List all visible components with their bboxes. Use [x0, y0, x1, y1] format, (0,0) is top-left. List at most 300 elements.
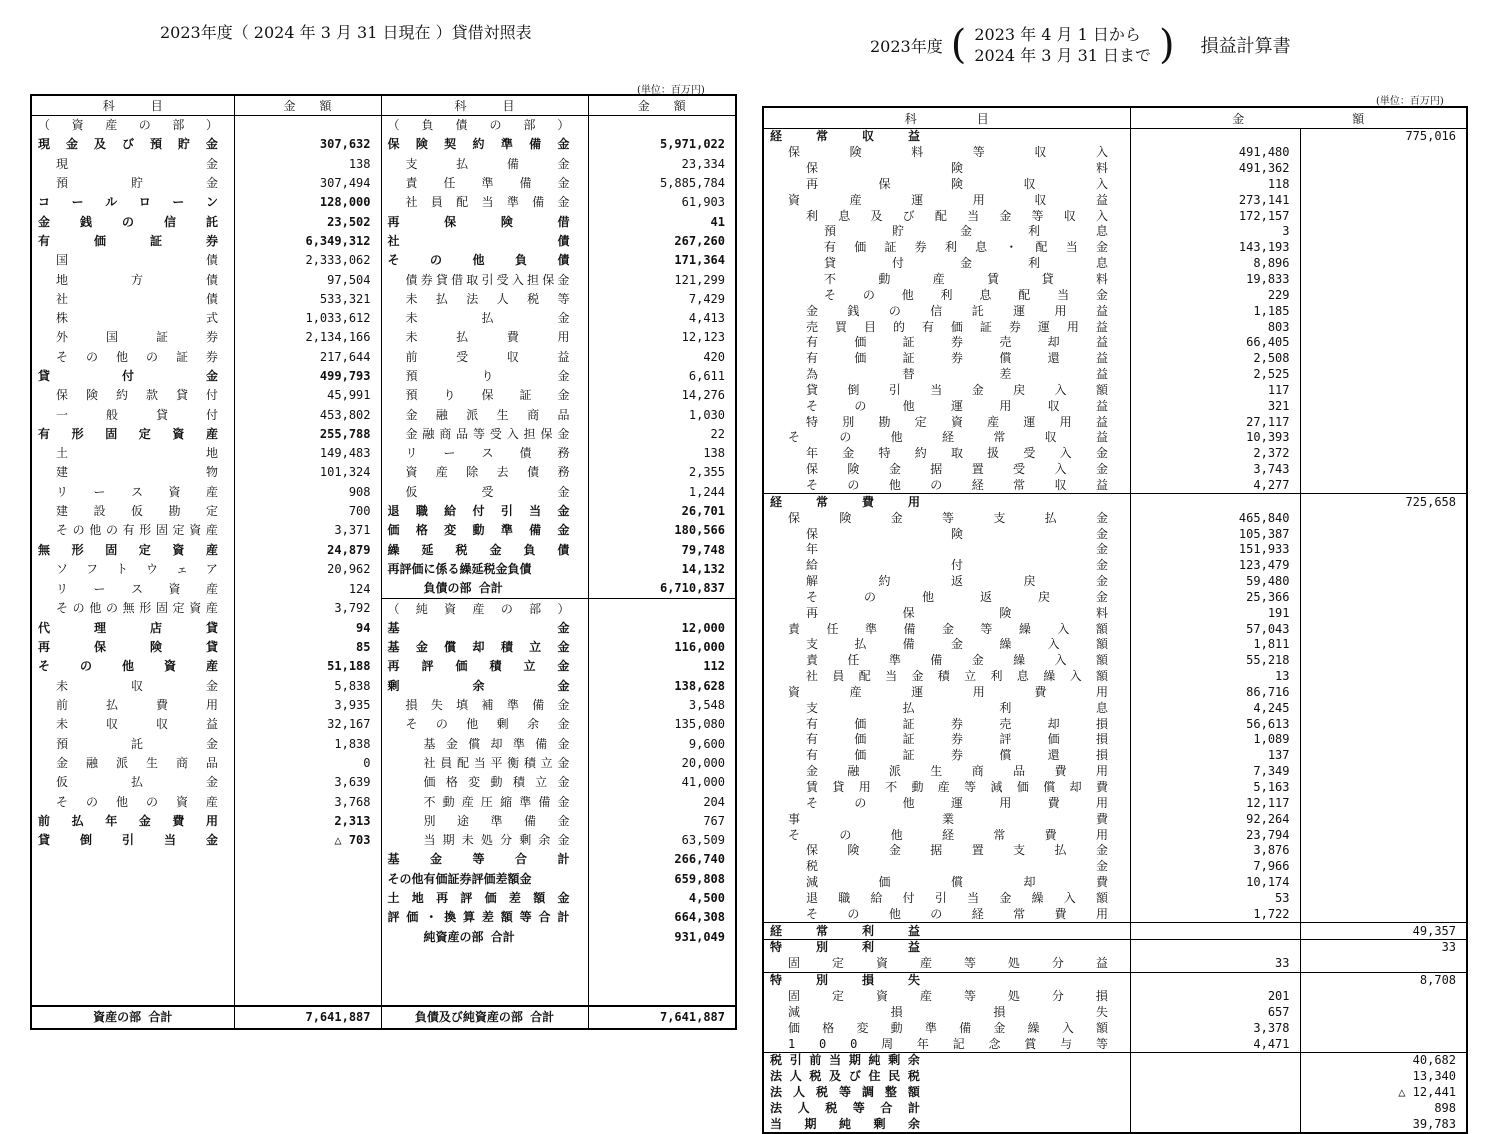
bs-row — [31, 502, 736, 521]
pl-row — [763, 589, 1467, 605]
pl-total-amount: 898 — [1300, 1100, 1467, 1116]
bs-row — [31, 463, 736, 482]
row-label: 経 常 利 益 — [770, 923, 920, 938]
row-label: ソ フ ト ウ ェ ア — [56, 561, 218, 576]
bs-amount-cell: 1,838 — [234, 735, 381, 754]
bs-amount-cell: △ 703 — [234, 831, 381, 850]
bs-item-cell — [381, 251, 588, 270]
row-label: 基 金 等 合 計 — [387, 852, 570, 867]
pl-sub-amount: 5,163 — [1130, 780, 1300, 796]
pl-sub-amount: 55,218 — [1130, 653, 1300, 669]
bs-item-cell — [381, 792, 588, 811]
bs-row — [31, 425, 736, 444]
bs-amount-cell — [588, 966, 736, 985]
pl-item-cell — [763, 478, 1130, 494]
bs-item-cell — [381, 579, 588, 599]
pl-item-cell — [763, 398, 1130, 414]
pl-row — [763, 335, 1467, 351]
bs-item-cell — [31, 251, 234, 270]
period-from: 2023 年 4 月 1 日から — [974, 25, 1141, 44]
pl-row — [763, 383, 1467, 399]
pl-item-cell — [763, 510, 1130, 526]
balance-sheet-table — [30, 94, 737, 1030]
row-label: 社 債 — [387, 233, 570, 248]
pl-sub-amount: 105,387 — [1130, 526, 1300, 542]
bs-amount-cell: 499,793 — [234, 367, 381, 386]
row-label: そ の 他 運 用 収 益 — [806, 398, 1108, 413]
row-label: 社 員 配 当 平 衡 積 立 金 — [423, 755, 570, 770]
pl-item-cell — [763, 192, 1130, 208]
pl-row — [763, 891, 1467, 907]
bs-item-cell — [381, 425, 588, 444]
bs-amount-cell: 24,879 — [234, 541, 381, 560]
bs-item-cell — [381, 812, 588, 831]
bs-item-cell — [31, 193, 234, 212]
bs-item-cell — [381, 657, 588, 676]
pl-item-cell — [763, 430, 1130, 446]
bs-item-cell — [381, 947, 588, 966]
row-label: 保 険 金 等 支 払 金 — [788, 510, 1108, 525]
bs-row — [31, 521, 736, 540]
bs-item-cell — [381, 309, 588, 328]
row-label: 別 途 準 備 金 — [423, 813, 570, 828]
pl-total-amount — [1300, 224, 1467, 240]
bs-item-cell — [31, 463, 234, 482]
bs-amount-cell: 45,991 — [234, 386, 381, 405]
bs-header-item-left: 科 目 — [31, 95, 234, 116]
bs-amount-cell: 12,000 — [588, 619, 736, 638]
bs-amount-cell: 171,364 — [588, 251, 736, 270]
pl-total-amount — [1300, 319, 1467, 335]
pl-row — [763, 1069, 1467, 1085]
bs-row — [31, 927, 736, 946]
pl-total-amount — [1300, 875, 1467, 891]
row-label: 金 融 派 生 商 品 — [56, 755, 218, 770]
bs-amount-cell: 180,566 — [588, 521, 736, 540]
pl-item-cell — [763, 637, 1130, 653]
pl-row — [763, 351, 1467, 367]
row-label: 退 職 給 付 引 当 金 — [387, 504, 570, 519]
row-label: 価 格 変 動 準 備 金 繰 入 額 — [788, 1020, 1108, 1035]
bs-amount-cell: 2,333,062 — [234, 251, 381, 270]
pl-item-cell — [763, 795, 1130, 811]
row-label: 責 任 準 備 金 繰 入 額 — [806, 653, 1108, 668]
pl-total-amount — [1300, 398, 1467, 414]
pl-row — [763, 875, 1467, 891]
pl-sub-amount: 57,043 — [1130, 621, 1300, 637]
pl-sub-amount — [1130, 1100, 1300, 1116]
pl-total-amount — [1300, 669, 1467, 685]
pl-sub-amount: 4,277 — [1130, 478, 1300, 494]
pl-item-cell — [763, 685, 1130, 701]
pl-total-amount: 33 — [1300, 940, 1467, 956]
pl-sub-amount: 3 — [1130, 224, 1300, 240]
bs-item-cell — [381, 850, 588, 869]
pl-total-amount: △ 12,441 — [1300, 1085, 1467, 1101]
pl-row — [763, 145, 1467, 161]
bs-amount-cell: 767 — [588, 812, 736, 831]
bs-amount-cell — [234, 927, 381, 946]
row-label: 預 貯 金 — [56, 176, 218, 191]
row-label: 再 評 価 積 立 金 — [387, 659, 570, 674]
bs-item-cell — [31, 985, 234, 1005]
pl-sub-amount: 491,480 — [1130, 145, 1300, 161]
row-label: （ 純 資 産 の 部 ） — [387, 601, 570, 616]
bs-header-amount-left: 金 額 — [234, 95, 381, 116]
row-label: 保 険 金 据 置 支 払 金 — [806, 843, 1108, 858]
pl-header-row — [763, 107, 1467, 129]
bs-row — [31, 812, 736, 831]
row-label: 損 失 填 補 準 備 金 — [405, 698, 570, 713]
pl-item-cell — [763, 891, 1130, 907]
row-label: 未 払 金 — [405, 311, 570, 326]
pl-sub-amount: 151,933 — [1130, 542, 1300, 558]
bs-amount-cell: 121,299 — [588, 270, 736, 289]
pl-sub-amount — [1130, 494, 1300, 510]
bs-row — [31, 405, 736, 424]
pl-sub-amount: 229 — [1130, 287, 1300, 303]
row-label: そ の 他 返 戻 金 — [806, 589, 1108, 604]
row-label: 基 金 償 却 積 立 金 — [387, 640, 570, 655]
pl-row — [763, 811, 1467, 827]
bs-amount-cell: 931,049 — [588, 927, 736, 946]
bs-amount-cell — [234, 889, 381, 908]
bs-item-cell — [31, 754, 234, 773]
row-label: コ ー ル ロ ー ン — [38, 195, 218, 210]
pl-header-item: 科 目 — [763, 107, 1130, 129]
bs-item-cell — [31, 966, 234, 985]
row-label: 賃 貸 用 不 動 産 等 減 価 償 却 費 — [806, 780, 1108, 795]
bs-item-cell — [31, 812, 234, 831]
bs-item-cell — [381, 677, 588, 696]
pl-total-amount — [1300, 256, 1467, 272]
bs-amount-cell: 2,313 — [234, 812, 381, 831]
pl-total-amount — [1300, 589, 1467, 605]
row-label: 売 買 目 的 有 価 証 券 運 用 益 — [806, 319, 1108, 334]
pl-item-cell — [763, 240, 1130, 256]
row-label: 貸 付 金 — [38, 369, 218, 383]
row-label: 現 金 及 び 預 貯 金 — [38, 137, 218, 152]
bs-amount-cell: 138,628 — [588, 677, 736, 696]
bs-item-cell — [31, 135, 234, 154]
pl-row — [763, 398, 1467, 414]
bs-row — [31, 309, 736, 328]
pl-item-cell — [763, 972, 1130, 988]
bs-amount-cell: 32,167 — [234, 715, 381, 734]
bs-item-cell — [31, 348, 234, 367]
pl-sub-amount: 321 — [1130, 398, 1300, 414]
bs-row — [31, 270, 736, 289]
bs-row — [31, 792, 736, 811]
bs-amount-cell: 664,308 — [588, 908, 736, 927]
pl-total-amount — [1300, 1036, 1467, 1052]
bs-amount-cell: 12,123 — [588, 328, 736, 347]
pl-row — [763, 972, 1467, 988]
pl-row — [763, 669, 1467, 685]
bs-amount-cell: 3,639 — [234, 773, 381, 792]
row-label: 基 金 — [387, 620, 570, 635]
row-label: 有 価 証 券 — [38, 233, 218, 248]
income-statement-table — [762, 106, 1468, 1134]
pl-item-cell — [763, 940, 1130, 956]
row-label: 責 任 準 備 金 等 繰 入 額 — [788, 621, 1108, 636]
bs-row — [31, 560, 736, 579]
pl-item-cell — [763, 780, 1130, 796]
bs-amount-cell: 124 — [234, 579, 381, 599]
bs-amount-cell — [234, 908, 381, 927]
bs-item-cell — [381, 270, 588, 289]
bs-amount-cell: 420 — [588, 348, 736, 367]
bs-amount-cell: 255,788 — [234, 425, 381, 444]
pl-row — [763, 478, 1467, 494]
row-label: 固 定 資 産 等 処 分 損 — [788, 988, 1108, 1003]
bs-item-cell — [31, 444, 234, 463]
bs-item-cell — [381, 502, 588, 521]
pl-row — [763, 1020, 1467, 1036]
pl-total-amount — [1300, 542, 1467, 558]
bs-item-cell — [31, 541, 234, 560]
income-statement-title — [870, 24, 1291, 66]
pl-item-cell — [763, 526, 1130, 542]
row-label: そ の 他 資 産 — [38, 659, 218, 674]
bs-amount-cell: 7,429 — [588, 290, 736, 309]
pl-total-amount — [1300, 383, 1467, 399]
bs-item-cell — [381, 715, 588, 734]
row-label: 無 形 固 定 資 産 — [38, 542, 218, 557]
pl-item-cell — [763, 589, 1130, 605]
pl-item-cell — [763, 256, 1130, 272]
bs-amount-cell: 0 — [234, 754, 381, 773]
bs-item-cell — [31, 270, 234, 289]
bs-unit-note: (単位：百万円) — [637, 85, 705, 96]
bs-item-cell — [31, 927, 234, 946]
row-label: 建 設 仮 勘 定 — [56, 504, 218, 519]
row-label: 株 式 — [56, 311, 218, 326]
bs-row — [31, 155, 736, 174]
pl-item-cell — [763, 558, 1130, 574]
pl-sub-amount: 118 — [1130, 177, 1300, 193]
pl-sub-amount: 803 — [1130, 319, 1300, 335]
bs-item-cell — [31, 908, 234, 927]
bs-item-cell — [31, 619, 234, 638]
pl-sub-amount: 86,716 — [1130, 685, 1300, 701]
pl-total-amount — [1300, 177, 1467, 193]
pl-sub-amount — [1130, 972, 1300, 988]
bs-amount-cell: 41,000 — [588, 773, 736, 792]
row-label: 基 金 償 却 準 備 金 — [423, 736, 570, 751]
row-label: そ の 他 の 有 形 固 定 資 産 — [56, 523, 218, 538]
pl-sub-amount: 7,966 — [1130, 859, 1300, 875]
pl-sub-amount: 1,185 — [1130, 303, 1300, 319]
bs-item-cell — [381, 831, 588, 850]
bs-amount-cell: 63,509 — [588, 831, 736, 850]
bs-amount-cell: 908 — [234, 483, 381, 502]
pl-total-amount — [1300, 351, 1467, 367]
bs-row — [31, 232, 736, 251]
bs-item-cell — [381, 155, 588, 174]
row-label: そ の 他 の 経 常 費 用 — [806, 906, 1108, 921]
bs-item-cell — [381, 521, 588, 540]
pl-sub-amount: 1,089 — [1130, 732, 1300, 748]
row-label: 支 払 備 金 繰 入 額 — [806, 637, 1108, 652]
row-label: 有 価 証 券 利 息 ・ 配 当 金 — [824, 240, 1108, 255]
bs-item-cell — [381, 483, 588, 502]
pl-sub-amount: 1,811 — [1130, 637, 1300, 653]
bs-item-cell — [31, 309, 234, 328]
bs-row — [31, 251, 736, 270]
pl-sub-amount: 92,264 — [1130, 811, 1300, 827]
pl-sub-amount: 10,393 — [1130, 430, 1300, 446]
pl-row — [763, 906, 1467, 922]
pl-sub-amount: 19,833 — [1130, 272, 1300, 288]
pl-sub-amount: 10,174 — [1130, 875, 1300, 891]
bs-amount-cell: 6,710,837 — [588, 579, 736, 599]
row-label: 有 価 証 券 償 還 益 — [806, 351, 1108, 366]
pl-sub-amount: 13 — [1130, 669, 1300, 685]
bs-row — [31, 908, 736, 927]
bs-row — [31, 619, 736, 638]
bs-item-cell — [381, 696, 588, 715]
pl-row — [763, 430, 1467, 446]
bs-amount-cell: 85 — [234, 638, 381, 657]
row-label: 前 受 収 益 — [405, 349, 570, 364]
pl-item-cell — [763, 367, 1130, 383]
row-label: 国 債 — [56, 253, 218, 268]
bs-row — [31, 657, 736, 676]
row-label: 有 価 証 券 評 価 損 — [806, 732, 1108, 747]
row-label: 税 引 前 当 期 純 剰 余 — [770, 1053, 920, 1068]
bs-amount-cell — [234, 985, 381, 1005]
row-label: 資 産 運 用 費 用 — [788, 684, 1108, 699]
row-label: 仮 払 金 — [56, 775, 218, 790]
bs-item-cell — [31, 599, 234, 619]
bs-item-cell — [31, 232, 234, 251]
pl-total-amount — [1300, 906, 1467, 922]
pl-item-cell — [763, 287, 1130, 303]
row-label: 建 物 — [56, 465, 218, 480]
bs-item-cell — [31, 328, 234, 347]
bs-amount-cell: 149,483 — [234, 444, 381, 463]
bs-item-cell — [31, 696, 234, 715]
row-label: そ の 他 経 常 費 用 — [788, 827, 1108, 842]
pl-item-cell — [763, 748, 1130, 764]
row-label: その他有価証券評価差額金 — [387, 871, 532, 886]
pl-sub-amount — [1130, 1085, 1300, 1101]
bs-header-amount-right: 金 額 — [588, 95, 736, 116]
bs-amount-cell: 267,260 — [588, 232, 736, 251]
pl-sub-amount — [1130, 129, 1300, 145]
bs-amount-cell — [234, 850, 381, 869]
bs-item-cell — [381, 212, 588, 231]
pl-sub-amount: 56,613 — [1130, 716, 1300, 732]
row-label: 保 険 契 約 準 備 金 — [387, 137, 570, 152]
row-label: 利 息 及 び 配 当 金 等 収 入 — [806, 208, 1108, 223]
row-label: 預 り 金 — [405, 369, 570, 383]
pl-row — [763, 272, 1467, 288]
pl-total-amount: 725,658 — [1300, 494, 1467, 510]
row-label: そ の 他 運 用 費 用 — [806, 795, 1108, 810]
row-label: 有 形 固 定 資 産 — [38, 426, 218, 441]
row-label: そ の 他 経 常 収 益 — [788, 430, 1108, 445]
row-label: 再 保 険 借 — [387, 214, 570, 229]
pl-item-cell — [763, 875, 1130, 891]
row-label: 貸 付 金 利 息 — [824, 256, 1108, 271]
pl-item-cell — [763, 732, 1130, 748]
row-label: 金 融 商 品 等 受 入 担 保 金 — [405, 426, 570, 441]
row-label: リ ー ス 資 産 — [56, 484, 218, 499]
period — [974, 24, 1151, 66]
pl-total-amount — [1300, 287, 1467, 303]
row-label: 再 保 険 収 入 — [806, 176, 1108, 191]
bs-item-cell — [31, 116, 234, 136]
row-label: 代 理 店 貸 — [38, 620, 218, 635]
bs-item-cell — [381, 405, 588, 424]
bs-amount-cell — [234, 966, 381, 985]
pl-row — [763, 940, 1467, 956]
row-label: 有 価 証 券 売 却 損 — [806, 716, 1108, 731]
bs-row — [31, 715, 736, 734]
bs-amount-cell: 101,324 — [234, 463, 381, 482]
bs-item-cell — [31, 715, 234, 734]
pl-total-amount — [1300, 637, 1467, 653]
bs-item-cell — [381, 908, 588, 927]
pl-item-cell — [763, 224, 1130, 240]
row-label: 社 員 配 当 金 積 立 利 息 繰 入 額 — [806, 669, 1108, 684]
bs-item-cell — [31, 638, 234, 657]
bs-item-cell — [381, 619, 588, 638]
pl-row — [763, 414, 1467, 430]
pl-total-amount — [1300, 430, 1467, 446]
pl-row — [763, 303, 1467, 319]
row-label: 1 0 0 周 年 記 念 賞 与 等 — [788, 1036, 1108, 1051]
row-label: そ の 他 の 無 形 固 定 資 産 — [56, 601, 218, 616]
pl-item-cell — [763, 574, 1130, 590]
row-label: 年 金 特 約 取 扱 受 入 金 — [806, 446, 1108, 461]
pl-item-cell — [763, 669, 1130, 685]
bs-total-row — [31, 1006, 736, 1029]
bs-row — [31, 135, 736, 154]
pl-item-cell — [763, 208, 1130, 224]
pl-total-amount: 39,783 — [1300, 1116, 1467, 1133]
pl-row — [763, 732, 1467, 748]
close-paren: ) — [1159, 22, 1175, 68]
row-label: 未 収 収 益 — [56, 717, 218, 732]
pl-item-cell — [763, 621, 1130, 637]
pl-sub-amount: 137 — [1130, 748, 1300, 764]
pl-item-cell — [763, 303, 1130, 319]
pl-sub-amount: 117 — [1130, 383, 1300, 399]
pl-item-cell — [763, 827, 1130, 843]
bs-row — [31, 116, 736, 136]
row-label: 保 険 約 款 貸 付 — [56, 388, 218, 403]
row-label: そ の 他 の 証 券 — [56, 349, 218, 364]
pl-total-amount — [1300, 240, 1467, 256]
row-label: 保 険 料 等 収 入 — [788, 145, 1108, 160]
pl-item-cell — [763, 335, 1130, 351]
pl-total-amount — [1300, 653, 1467, 669]
bs-amount-cell — [234, 947, 381, 966]
row-label: リ ー ス 債 務 — [405, 446, 570, 461]
pl-item-cell — [763, 129, 1130, 145]
row-label: 未 払 費 用 — [405, 330, 570, 345]
pl-sub-amount: 491,362 — [1130, 161, 1300, 177]
row-label: そ の 他 剰 余 金 — [405, 717, 570, 732]
pl-row — [763, 1116, 1467, 1133]
bs-item-cell — [381, 463, 588, 482]
pl-item-cell — [763, 811, 1130, 827]
pl-sub-amount — [1130, 940, 1300, 956]
pl-item-cell — [763, 843, 1130, 859]
